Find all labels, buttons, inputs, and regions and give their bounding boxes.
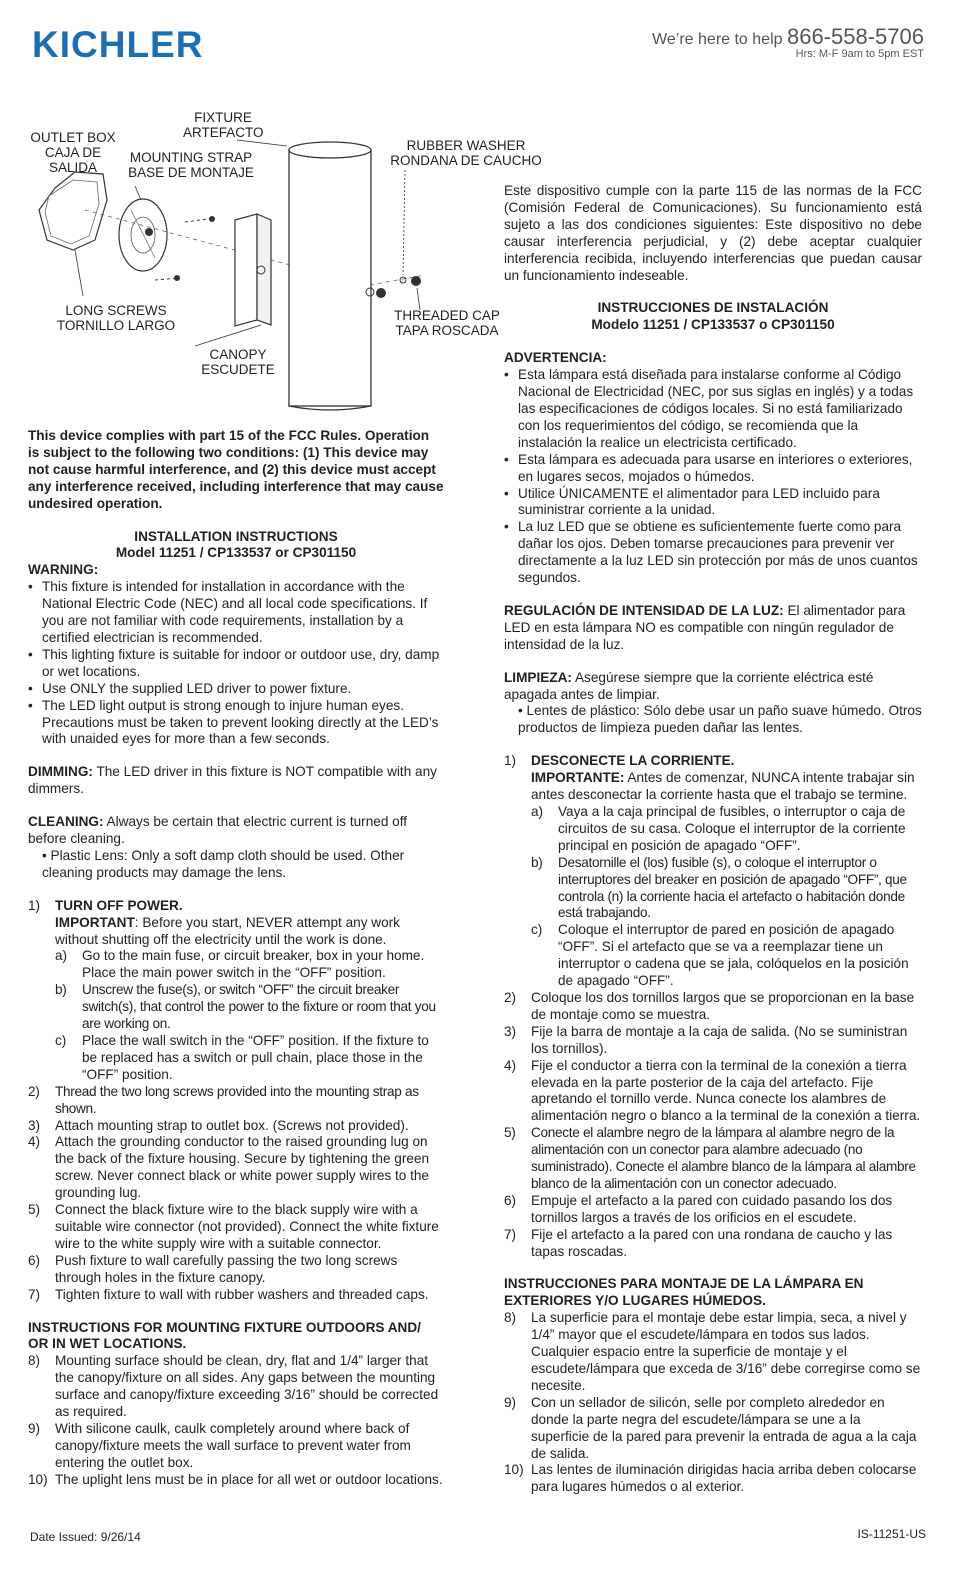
step-text: Attach mounting strap to outlet box. (Screws not provided). — [55, 1117, 409, 1133]
step-text: Empuje el artefacto a la pared con cuidado pasando los dos tornillos largos a través de los orificios en el escudete. — [531, 1192, 893, 1225]
hours: Hrs: M-F 9am to 5pm EST — [795, 48, 924, 60]
dimming-text: The LED driver in this fixture is NOT compatible with any dimmers. — [28, 764, 437, 797]
step-number: 3) — [28, 1117, 41, 1133]
outdoor-title-en: INSTRUCTIONS FOR MOUNTING FIXTURE OUTDOORS AND/ OR IN WET LOCATIONS. — [28, 1319, 421, 1352]
step-text: Fije la barra de montaje a la caja de salida. (No se suministran los tornillos). — [531, 1023, 908, 1056]
substep-text: Desatornille el (los) fusible (s), o coloque el interruptor o interruptores del breaker en posición de apagado “OFF”, que controla (n) la corriente hacia el artefacto o habitación donde está trabajando. — [558, 854, 907, 921]
step-text: The uplight lens must be in place for all wet or outdoor locations. — [55, 1471, 443, 1487]
substep-en — [28, 982, 444, 1033]
substep-text: Vaya a la caja principal de fusibles, o interruptor o caja de circuitos de su casa. Coloque el interruptor de la corriente principal en posición de apagado “OFF”. — [558, 804, 906, 853]
step-1-en — [28, 898, 444, 915]
substep-text: Coloque el interruptor de pared en posición de apagado “OFF”. Si el artefacto que se va a reemplazar tiene un interruptor o cadena que se jala, colóquelos en la posición de apagado “OFF”. — [558, 922, 909, 989]
step-number: 2) — [504, 989, 517, 1005]
important-text: : Before you start, NEVER attempt any work without shutting off the electricity until the work is done. — [55, 914, 400, 947]
important-label: IMPORTANT — [55, 914, 135, 930]
label-fixture-es: ARTEFACTO — [183, 125, 264, 140]
label-long-screws-es: TORNILLO LARGO — [56, 318, 176, 333]
label-rubber-washer-es: RONDANA DE CAUCHO — [390, 153, 542, 168]
cleaning-text: Always be certain that electric current is turned off before cleaning. — [28, 814, 408, 847]
document-code: IS-11251-US — [857, 1527, 926, 1541]
label-fixture-en: FIXTURE — [194, 110, 252, 125]
substep-letter: b) — [55, 982, 67, 998]
help-contact — [652, 24, 924, 60]
step-text: Push fixture to wall carefully passing the two long screws through holes in the fixture canopy. — [55, 1252, 398, 1285]
step-number: 10) — [28, 1471, 48, 1487]
step-text: Las lentes de iluminación dirigidas hacia arriba deben colocarse para lugares húmedos o al exterior. — [531, 1462, 917, 1495]
step-number: 1) — [504, 753, 517, 769]
step-text: Conecte el alambre negro de la lámpara al alambre negro de la alimentación con un conector para alambre adecuado (no suministrado). Conecte el alambre blanco de la lámpara al alambre blanco de la alimentación con un conector adecuado. — [531, 1125, 916, 1191]
outdoor-title-es: INSTRUCCIONES PARA MONTAJE DE LA LÁMPARA EN EXTERIORES Y/O LUGARES HÚMEDOS. — [504, 1276, 864, 1309]
cleaning-bullet-en: • Plastic Lens: Only a soft damp cloth should be used. Other cleaning products may damage the lens. — [42, 847, 405, 880]
step-text: Thread the two long screws provided into the mounting strap as shown. — [55, 1083, 419, 1116]
outdoor-step-en — [28, 1421, 444, 1472]
substep-text: Place the wall switch in the “OFF” position. If the fixture to be replaced has a switch or pull chain, place those in the “OFF” position. — [82, 1033, 429, 1082]
substep-text: Go to the main fuse, or circuit breaker, box in your home. Place the main power switch in the “OFF” position. — [82, 948, 425, 981]
english-column — [28, 428, 444, 1489]
dimming-es — [504, 603, 922, 654]
substep-letter: b) — [531, 854, 543, 870]
substep-letter: c) — [55, 1033, 67, 1048]
cleaning-es — [504, 670, 922, 704]
step-number: 1) — [28, 897, 41, 913]
outdoor-step-en — [28, 1472, 444, 1489]
label-outlet-box — [25, 130, 121, 175]
important-text: Antes de comenzar, NUNCA intente trabajar sin antes desconectar la corriente hasta que el trabajo se termine. — [531, 770, 915, 803]
substep-en — [28, 1033, 444, 1084]
substep-letter: a) — [55, 948, 68, 964]
label-mounting-strap — [121, 150, 261, 180]
outdoor-step-en — [28, 1353, 444, 1421]
step-number: 4) — [504, 1057, 517, 1073]
dimming-label: DIMMING: — [28, 764, 93, 780]
step-text: Attach the grounding conductor to the raised grounding lug on the back of the fixture housing. Secure by tightening the green screw. Never connect black or white power supply wires to the grounding lug. — [55, 1134, 430, 1201]
install-title-en: INSTALLATION INSTRUCTIONS — [134, 528, 338, 544]
warning-heading-en: WARNING: — [28, 562, 99, 578]
outdoor-step-es — [504, 1310, 922, 1395]
warning-heading-es: ADVERTENCIA: — [504, 350, 607, 366]
install-title-es: INSTRUCCIONES DE INSTALACIÓN — [597, 300, 829, 316]
step-number: 8) — [28, 1353, 41, 1369]
step-en — [28, 1253, 444, 1287]
date-issued: Date Issued: 9/26/14 — [30, 1530, 141, 1544]
step-text: Coloque los dos tornillos largos que se proporcionan en la base de montaje como se muestra. — [531, 989, 915, 1022]
dimming-label: REGULACIÓN DE INTENSIDAD DE LA LUZ: — [504, 602, 784, 618]
step-title: TURN OFF POWER. — [55, 897, 183, 913]
step-es — [504, 1024, 922, 1058]
cleaning-bullet-es: • Lentes de plástico: Sólo debe usar un paño suave húmedo. Otros productos de limpieza pueden dañar las lentes. — [518, 703, 922, 736]
warning-text: The LED light output is strong enough to injure human eyes. Precautions must be taken to prevent looking directly at the LED’s with unaided eyes for more than a few seconds. — [42, 697, 439, 747]
label-rubber-washer — [383, 138, 549, 168]
dimming-en — [28, 764, 444, 798]
label-long-screws-en: LONG SCREWS — [65, 303, 167, 318]
step-text: Fije el artefacto a la pared con una rondana de caucho y las tapas roscadas. — [531, 1226, 893, 1259]
label-outlet-box-es2: SALIDA — [48, 160, 98, 175]
warning-text: Esta lámpara es adecuada para usarse en interiores o exteriores, en lugares secos, mojados o húmedos. — [518, 451, 913, 484]
cleaning-label: LIMPIEZA: — [504, 669, 572, 685]
step-number: 4) — [28, 1134, 41, 1150]
step-number: 6) — [504, 1192, 517, 1208]
fcc-statement-en: This device complies with part 15 of the FCC Rules. Operation is subject to the following two conditions: (1) This device may not cause harmful interference, and (2) this device must accept any interference received, including interference that may cause undesired operation. — [28, 428, 444, 511]
warning-text: La luz LED que se obtiene es suficientemente fuerte como para dañar los ojos. Deben tomarse precauciones para prevenir ver directamente a la luz LED sin protección por más de unos cuantos segundos. — [518, 519, 918, 586]
help-text: We’re here to help — [652, 31, 783, 48]
label-canopy-es: ESCUDETE — [201, 362, 275, 377]
kichler-logo: KICHLER — [32, 24, 204, 65]
label-long-screws — [53, 303, 179, 333]
step-number: 10) — [504, 1462, 524, 1478]
label-outlet-box-es1: CAJA DE — [44, 145, 102, 160]
warning-text: This fixture is intended for installation in accordance with the National Electric Code (NEC) and all local code specifications. If you are not familiar with code requirements, installation by a certified electrician is recommended. — [42, 579, 428, 645]
step-number: 3) — [504, 1023, 517, 1039]
step-text: Mounting surface should be clean, dry, flat and 1/4” larger that the canopy/fixture on all sides. Any gaps between the mounting surface and canopy/fixture exceeding 3/16” should be corrected as required. — [55, 1353, 439, 1420]
substep-es — [504, 855, 922, 923]
step-text: Connect the black fixture wire to the black supply wire with a suitable wire connector (not provided). Connect the white fixture wire to the white supply wire with a suitable connector. — [55, 1202, 439, 1251]
substep-en — [28, 948, 444, 982]
warning-item-en: • The LED light output is strong enough to injure human eyes. Precautions must be taken to prevent looking directly at the LED’s with unaided eyes for more than a few seconds. — [28, 698, 444, 749]
warning-item-en: • This lighting fixture is suitable for indoor or outdoor use, dry, damp or wet locations. — [28, 647, 444, 681]
step-es — [504, 1058, 922, 1126]
substep-text: Unscrew the fuse(s), or switch “OFF” the circuit breaker switch(s), that control the power to the fixture or room that you are working on. — [82, 982, 436, 1032]
step-number: 5) — [504, 1125, 516, 1141]
step-number: 9) — [504, 1394, 517, 1410]
step-en — [28, 1202, 444, 1253]
step-es — [504, 990, 922, 1024]
warning-item-en: • This fixture is intended for installation in accordance with the National Electric Code (NEC) and all local code specifications. If you are not familiar with code requirements, installation by a certified electrician is recommended. — [28, 579, 444, 647]
step-number: 5) — [28, 1202, 41, 1218]
warning-text: Utilice ÚNICAMENTE el alimentador para LED incluido para suministrar corriente a la unidad. — [518, 485, 880, 518]
spanish-column — [504, 183, 922, 1496]
outdoor-step-es — [504, 1395, 922, 1463]
dimming-text: El alimentador para LED en esta lámpara NO es compatible con ningún regulador de intensidad de la luz. — [504, 602, 906, 652]
warning-text: Use ONLY the supplied LED driver to power fixture. — [42, 680, 352, 696]
step-en — [28, 1287, 444, 1304]
label-threaded-cap-en: THREADED CAP — [394, 308, 500, 323]
fcc-statement-es: Este dispositivo cumple con la parte 115 de las normas de la FCC (Comisión Federal de Comunicaciones). Su funcionamiento está sujeto a las dos condiciones siguientes: Este dispositivo no debe causar interferencia perjudicial, y (2) debe aceptar cualquier interferencia recibida, incluyendo interferencias que puedan causar un funcionamiento indeseable. — [504, 183, 922, 283]
step-text: Tighten fixture to wall with rubber washers and threaded caps. — [55, 1286, 429, 1302]
warning-item-es: • Utilice ÚNICAMENTE el alimentador para LED incluido para suministrar corriente a la unidad. — [504, 486, 922, 520]
step-number: 2) — [28, 1083, 40, 1099]
label-threaded-cap-es: TAPA ROSCADA — [395, 323, 499, 338]
warning-item-es: • Esta lámpara está diseñada para instalarse conforme al Código Nacional de Electricidad (NEC, por sus siglas en inglés) y a todas las especificaciones de códigos locales. Si no está familiarizado con los requerimientos del código, se recomienda que la instalación la realice un electricista certificado. — [504, 367, 922, 452]
label-mounting-strap-es: BASE DE MONTAJE — [128, 165, 254, 180]
step-es — [504, 1227, 922, 1261]
step-number: 7) — [28, 1286, 41, 1302]
step-es — [504, 1193, 922, 1227]
step-es — [504, 1125, 922, 1193]
warning-text: Esta lámpara está diseñada para instalarse conforme al Código Nacional de Electricidad (NEC, por sus siglas en inglés) y a todas las especificaciones de códigos locales. Si no está familiarizado con los requerimientos del código, se recomienda que la instalación la realice un electricista certificado. — [518, 367, 914, 450]
cleaning-label: CLEANING: — [28, 814, 104, 830]
step-number: 8) — [504, 1310, 517, 1326]
model-line-es: Modelo 11251 / CP133537 o CP301150 — [591, 317, 835, 333]
step-number: 7) — [504, 1226, 517, 1242]
substep-es — [504, 804, 922, 855]
step-text: La superficie para el montaje debe estar limpia, seca, a nivel y 1/4” mayor que el escudete/lámpara en todos sus lados. Cualquier espacio entre la superficie de montaje y el escudete/lámpara que exceda de 3/16” debe corregirse como se necesite. — [531, 1310, 921, 1393]
substep-letter: a) — [531, 804, 544, 819]
label-canopy — [193, 347, 283, 377]
step-en — [28, 1118, 444, 1135]
warning-item-es: • Esta lámpara es adecuada para usarse en interiores o exteriores, en lugares secos, mojados o húmedos. — [504, 452, 922, 486]
step-1-important-en — [28, 915, 444, 949]
step-text: With silicone caulk, caulk completely around where back of canopy/fixture meets the wall surface to prevent water from entering the outlet box. — [55, 1420, 411, 1470]
cleaning-text: Asegúrese siempre que la corriente eléctrica esté apagada antes de limpiar. — [504, 669, 874, 702]
step-en — [28, 1084, 444, 1118]
label-outlet-box-en: OUTLET BOX — [30, 130, 116, 145]
installation-diagram — [25, 110, 542, 420]
model-line-en: Model 11251 / CP133537 or CP301150 — [115, 545, 357, 561]
substep-es — [504, 922, 922, 990]
label-canopy-en: CANOPY — [209, 347, 267, 362]
label-mounting-strap-en: MOUNTING STRAP — [129, 150, 253, 165]
warning-text: This lighting fixture is suitable for indoor or outdoor use, dry, damp or wet locations. — [42, 646, 440, 679]
warning-item-en: • Use ONLY the supplied LED driver to power fixture. — [28, 680, 352, 696]
warning-item-es: • La luz LED que se obtiene es suficientemente fuerte como para dañar los ojos. Deben tomarse precauciones para prevenir ver directamente a la luz LED sin protección por más de unos cuantos segundos. — [504, 519, 922, 587]
important-label: IMPORTANTE: — [531, 770, 625, 786]
step-1-important-es — [504, 770, 922, 804]
phone-number[interactable]: 866-558-5706 — [786, 24, 924, 49]
step-en — [28, 1134, 444, 1202]
label-fixture — [183, 110, 263, 140]
step-number: 6) — [28, 1252, 41, 1268]
label-rubber-washer-en: RUBBER WASHER — [406, 138, 526, 153]
step-number: 9) — [28, 1420, 41, 1436]
step-text: Con un sellador de silicón, selle por completo alrededor en donde la parte negra del escudete/lámpara se une a la superficie de la pared para prevenir la entrada de agua a la caja de salida. — [531, 1394, 917, 1461]
substep-letter: c) — [531, 922, 543, 938]
outdoor-step-es — [504, 1462, 922, 1496]
step-text: Fije el conductor a tierra con la terminal de la conexión a tierra elevada en la parte posterior de la caja del artefacto. Fije apretando el tornillo verde. Nunca conecte los alambres de alimentación negro o blanco a la terminal de la conexión a tierra. — [531, 1057, 921, 1124]
step-title: DESCONECTE LA CORRIENTE. — [531, 753, 735, 769]
cleaning-en — [28, 814, 444, 848]
label-threaded-cap — [391, 308, 503, 338]
step-1-es — [504, 753, 922, 770]
